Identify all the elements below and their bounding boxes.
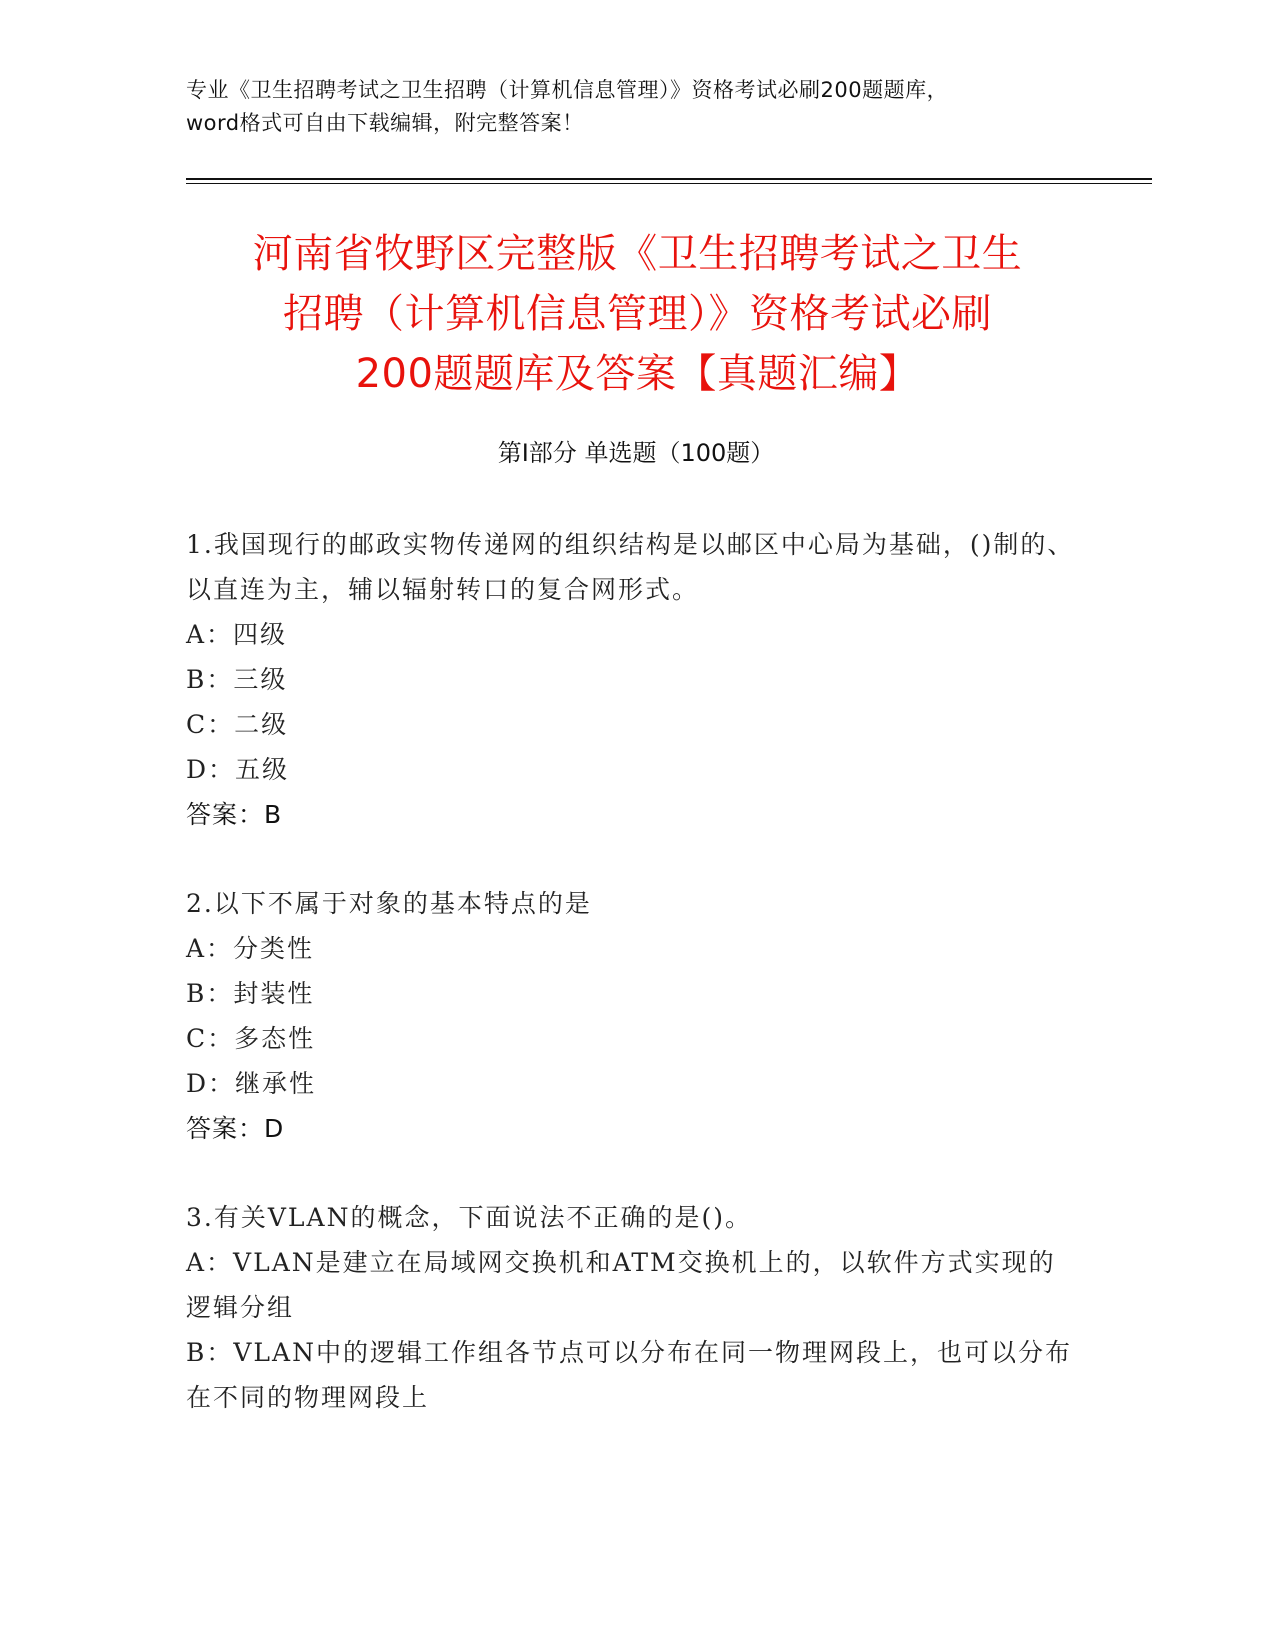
header-divider-thick	[186, 178, 1152, 180]
answer: 答案：B	[186, 800, 283, 829]
option-b: B：VLAN中的逻辑工作组各节点可以分布在同一物理网段上，也可以分布在不同的物理网段上	[186, 1338, 1072, 1412]
title-line-2: 招聘（计算机信息管理）》资格考试必刷	[283, 291, 992, 337]
question-text: 2.以下不属于对象的基本特点的是	[186, 889, 592, 918]
option-d: D：继承性	[186, 1069, 317, 1098]
option-c: C：多态性	[186, 1024, 316, 1053]
option-b: B：三级	[186, 665, 288, 694]
title-line-1: 河南省牧野区完整版《卫生招聘考试之卫生	[252, 231, 1023, 277]
option-a: A：分类性	[186, 934, 315, 963]
answer: 答案：D	[186, 1114, 285, 1143]
header-note	[186, 74, 1086, 140]
question-text: 1.我国现行的邮政实物传递网的组织结构是以邮区中心局为基础，()制的、以直连为主，辅以辐射转口的复合网形式。	[186, 530, 1075, 604]
question-2	[186, 881, 1076, 1151]
header-note-line-2: word格式可自由下载编辑，附完整答案！	[186, 111, 584, 135]
header-note-line-1: 专业《卫生招聘考试之卫生招聘（计算机信息管理）》资格考试必刷200题题库，	[186, 78, 949, 102]
document-title	[160, 224, 1115, 404]
question-text: 3.有关VLAN的概念，下面说法不正确的是()。	[186, 1203, 752, 1232]
question-list	[186, 522, 1076, 1464]
header-divider-thin	[186, 183, 1152, 184]
option-a: A：四级	[186, 620, 288, 649]
question-3	[186, 1195, 1076, 1420]
section-heading: 第Ⅰ部分 单选题（100题）	[497, 439, 775, 467]
option-c: C：二级	[186, 710, 289, 739]
question-1	[186, 522, 1076, 837]
option-d: D：五级	[186, 755, 290, 784]
option-a: A：VLAN是建立在局域网交换机和ATM交换机上的，以软件方式实现的逻辑分组	[186, 1248, 1056, 1322]
option-b: B：封装性	[186, 979, 315, 1008]
title-line-3: 200题题库及答案【真题汇编】	[355, 351, 920, 397]
